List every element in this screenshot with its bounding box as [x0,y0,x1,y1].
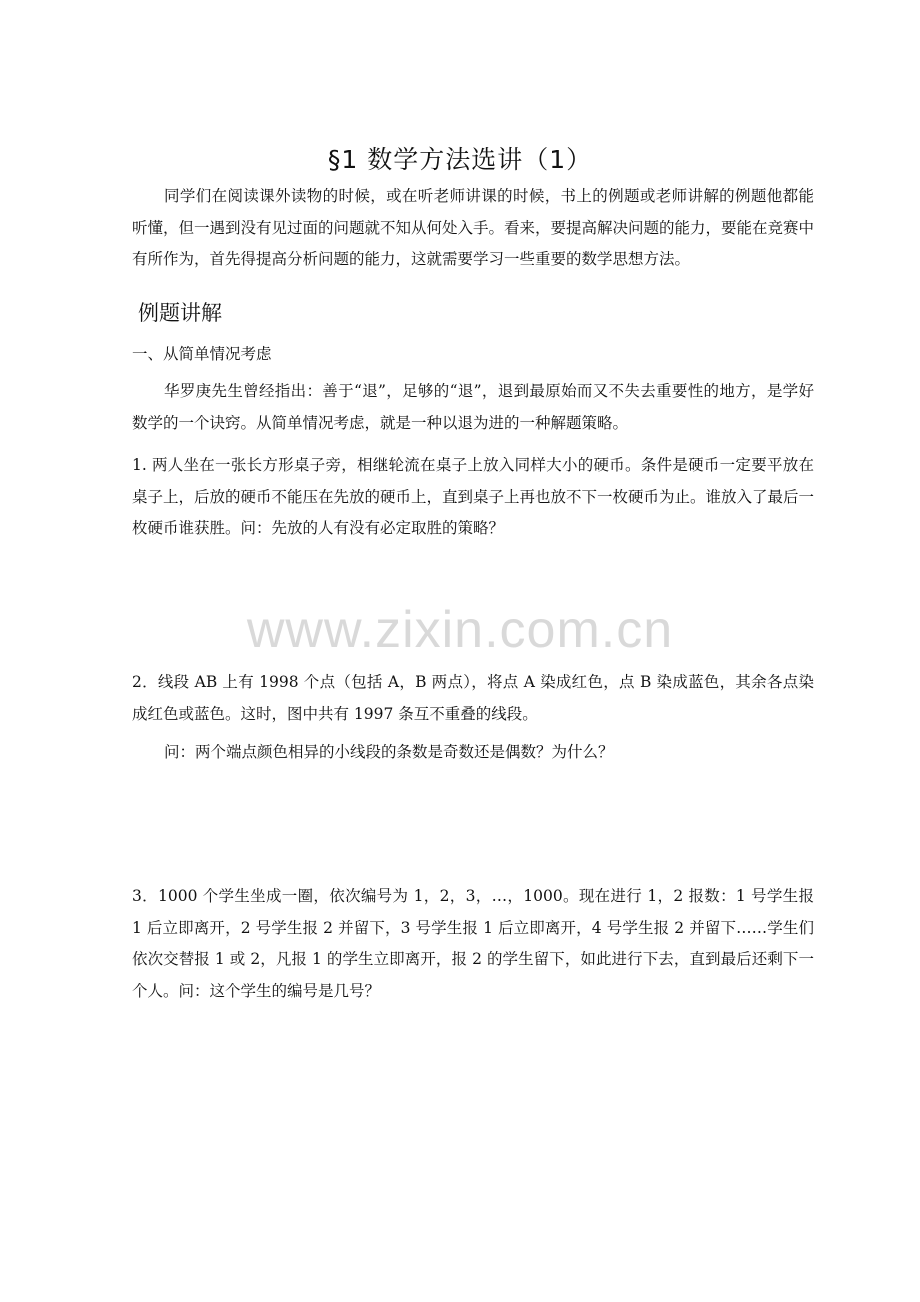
problem-1: 1. 两人坐在一张长方形桌子旁，相继轮流在桌子上放入同样大小的硬币。条件是硬币一定要平放在桌子上，后放的硬币不能压在先放的硬币上，直到桌子上再也放不下一枚硬币为止。谁放入了最后一枚硬币谁获胜。问：先放的人有没有必定取胜的策略？ [132,456,815,537]
page-title: §1 数学方法选讲（1） [327,145,593,174]
section-heading: 例题讲解 [138,301,222,325]
intro-paragraph: 同学们在阅读课外读物的时候，或在听老师讲课的时候，书上的例题或老师讲解的例题他都能听懂，但一遇到没有见过面的问题就不知从何处入手。看来，要提高解决问题的能力，要能在竞赛中有所作为，首先得提高分析问题的能力，这就需要学习一些重要的数学思想方法。 [132,187,815,268]
problem-3: 3．1000 个学生坐成一圈，依次编号为 1，2，3，…，1000。现在进行 1，2 报数：1 号学生报 1 后立即离开，2 号学生报 2 并留下，3 号学生报 1 后立即离开，4 号学生报 2 并留下……学生们依次交替报 1 或 2，凡报 1 的学生立即离开，报 2 的学生留下，如此进行下去，直到最后还剩下一个人。问：这个学生的编号是几号？ [132,887,814,1000]
problem-2-question: 问：两个端点颜色相异的小线段的条数是奇数还是偶数？为什么？ [164,743,614,761]
watermark: www.zixin.com.cn [246,601,674,659]
problem-2: 2．线段 AB 上有 1998 个点（包括 A，B 两点），将点 A 染成红色，点 B 染成蓝色，其余各点染成红色或蓝色。这时，图中共有 1997 条互不重叠的线段。 [132,673,814,723]
subsection-heading: 一、从简单情况考虑 [132,345,272,363]
subsection-paragraph: 华罗庚先生曾经指出：善于“退”，足够的“退”，退到最原始而又不失去重要性的地方，是学好数学的一个诀窍。从简单情况考虑，就是一种以退为进的一种解题策略。 [132,382,814,432]
